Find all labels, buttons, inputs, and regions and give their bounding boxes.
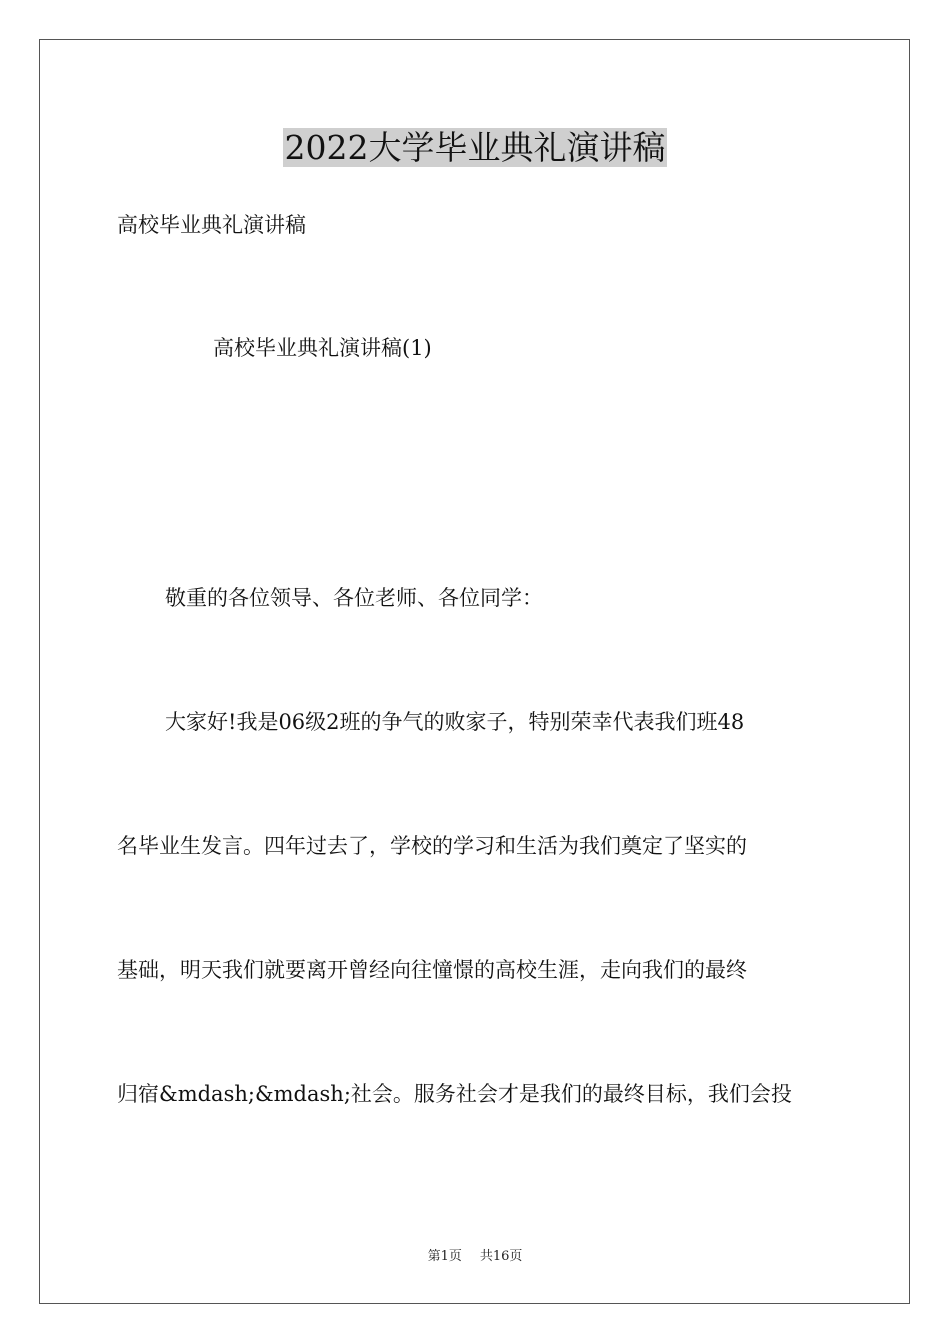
document-title-text: 2022大学毕业典礼演讲稿 bbox=[284, 128, 666, 167]
greeting-line: 敬重的各位领导、各位老师、各位同学： bbox=[165, 586, 543, 610]
paragraph-line: 大家好!我是06级2班的争气的败家子，特别荣幸代表我们班48 bbox=[165, 710, 745, 734]
page-total: 共16页 bbox=[479, 1249, 523, 1264]
section-heading: 高校毕业典礼演讲稿(1) bbox=[213, 336, 432, 360]
document-subtitle: 高校毕业典礼演讲稿 bbox=[117, 213, 306, 237]
page-number: 第1页 bbox=[427, 1249, 462, 1264]
page-footer bbox=[0, 1248, 950, 1266]
paragraph-line: 名毕业生发言。四年过去了，学校的学习和生活为我们奠定了坚实的 bbox=[117, 834, 747, 858]
paragraph-line: 基础，明天我们就要离开曾经向往憧憬的高校生涯，走向我们的最终 bbox=[117, 958, 747, 982]
paragraph-line: 归宿&mdash;&mdash;社会。服务社会才是我们的最终目标，我们会投 bbox=[117, 1082, 792, 1106]
document-title bbox=[0, 126, 950, 170]
